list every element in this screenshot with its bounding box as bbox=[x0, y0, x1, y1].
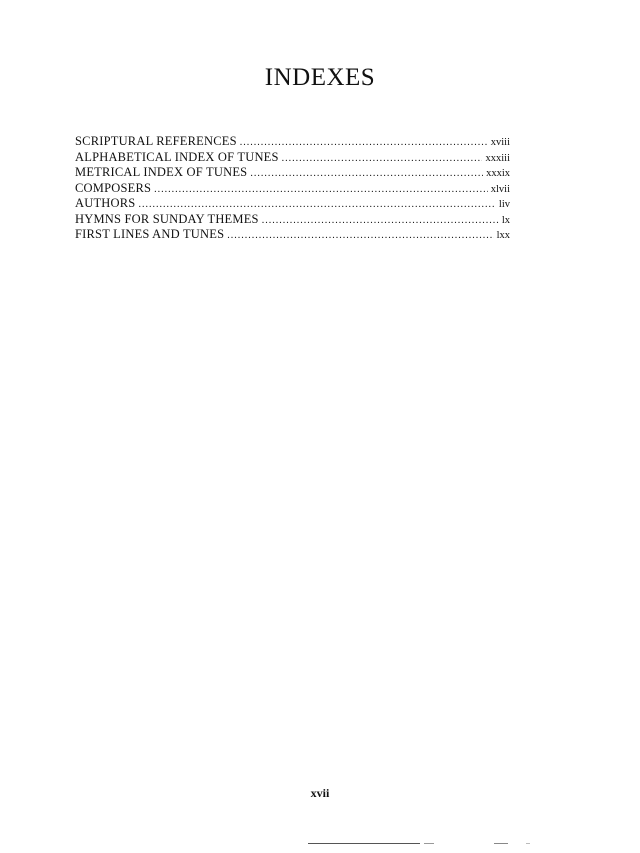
index-entry-page: xviii bbox=[490, 137, 510, 148]
dot-leader bbox=[262, 213, 499, 229]
index-entry-composers[interactable] bbox=[75, 181, 510, 197]
scan-edge-line bbox=[424, 843, 434, 844]
scan-edge-line bbox=[308, 843, 420, 844]
index-entry-page: xxxix bbox=[486, 168, 510, 179]
index-entry-page: liv bbox=[498, 199, 510, 210]
page-number: xvii bbox=[310, 786, 330, 800]
index-entry-authors[interactable] bbox=[75, 196, 510, 212]
index-entry-label: HYMNS FOR SUNDAY THEMES bbox=[75, 211, 259, 226]
dot-leader bbox=[240, 135, 488, 151]
index-entry-metrical-index-of-tunes[interactable] bbox=[75, 165, 510, 181]
index-entry-hymns-for-sunday-themes[interactable] bbox=[75, 212, 510, 228]
index-entry-label: METRICAL INDEX OF TUNES bbox=[75, 165, 248, 179]
index-entry-label: AUTHORS bbox=[75, 196, 136, 210]
dot-leader bbox=[154, 182, 488, 198]
index-entry-scriptural-references[interactable] bbox=[75, 134, 510, 150]
index-entry-page: xxxiii bbox=[485, 152, 510, 164]
index-entry-alphabetical-index-of-tunes[interactable] bbox=[75, 150, 510, 166]
index-entry-label: SCRIPTURAL REFERENCES bbox=[75, 134, 237, 148]
scan-edge-line bbox=[526, 843, 530, 844]
page-title: INDEXES bbox=[264, 64, 376, 91]
index-entry-page: xlvii bbox=[490, 183, 510, 195]
index-entry-page: lxx bbox=[496, 230, 510, 241]
index-entry-page: lx bbox=[501, 214, 510, 226]
index-entry-label: COMPOSERS bbox=[75, 180, 152, 195]
dot-leader bbox=[227, 228, 493, 244]
index-entry-label: ALPHABETICAL INDEX OF TUNES bbox=[75, 149, 279, 164]
dot-leader bbox=[138, 197, 495, 213]
dot-leader bbox=[282, 151, 483, 167]
index-entry-first-lines-and-tunes[interactable] bbox=[75, 227, 510, 243]
dot-leader bbox=[250, 166, 483, 182]
scan-edge-line bbox=[494, 843, 508, 844]
index-entry-label: FIRST LINES AND TUNES bbox=[75, 227, 225, 241]
index-list bbox=[75, 134, 510, 243]
